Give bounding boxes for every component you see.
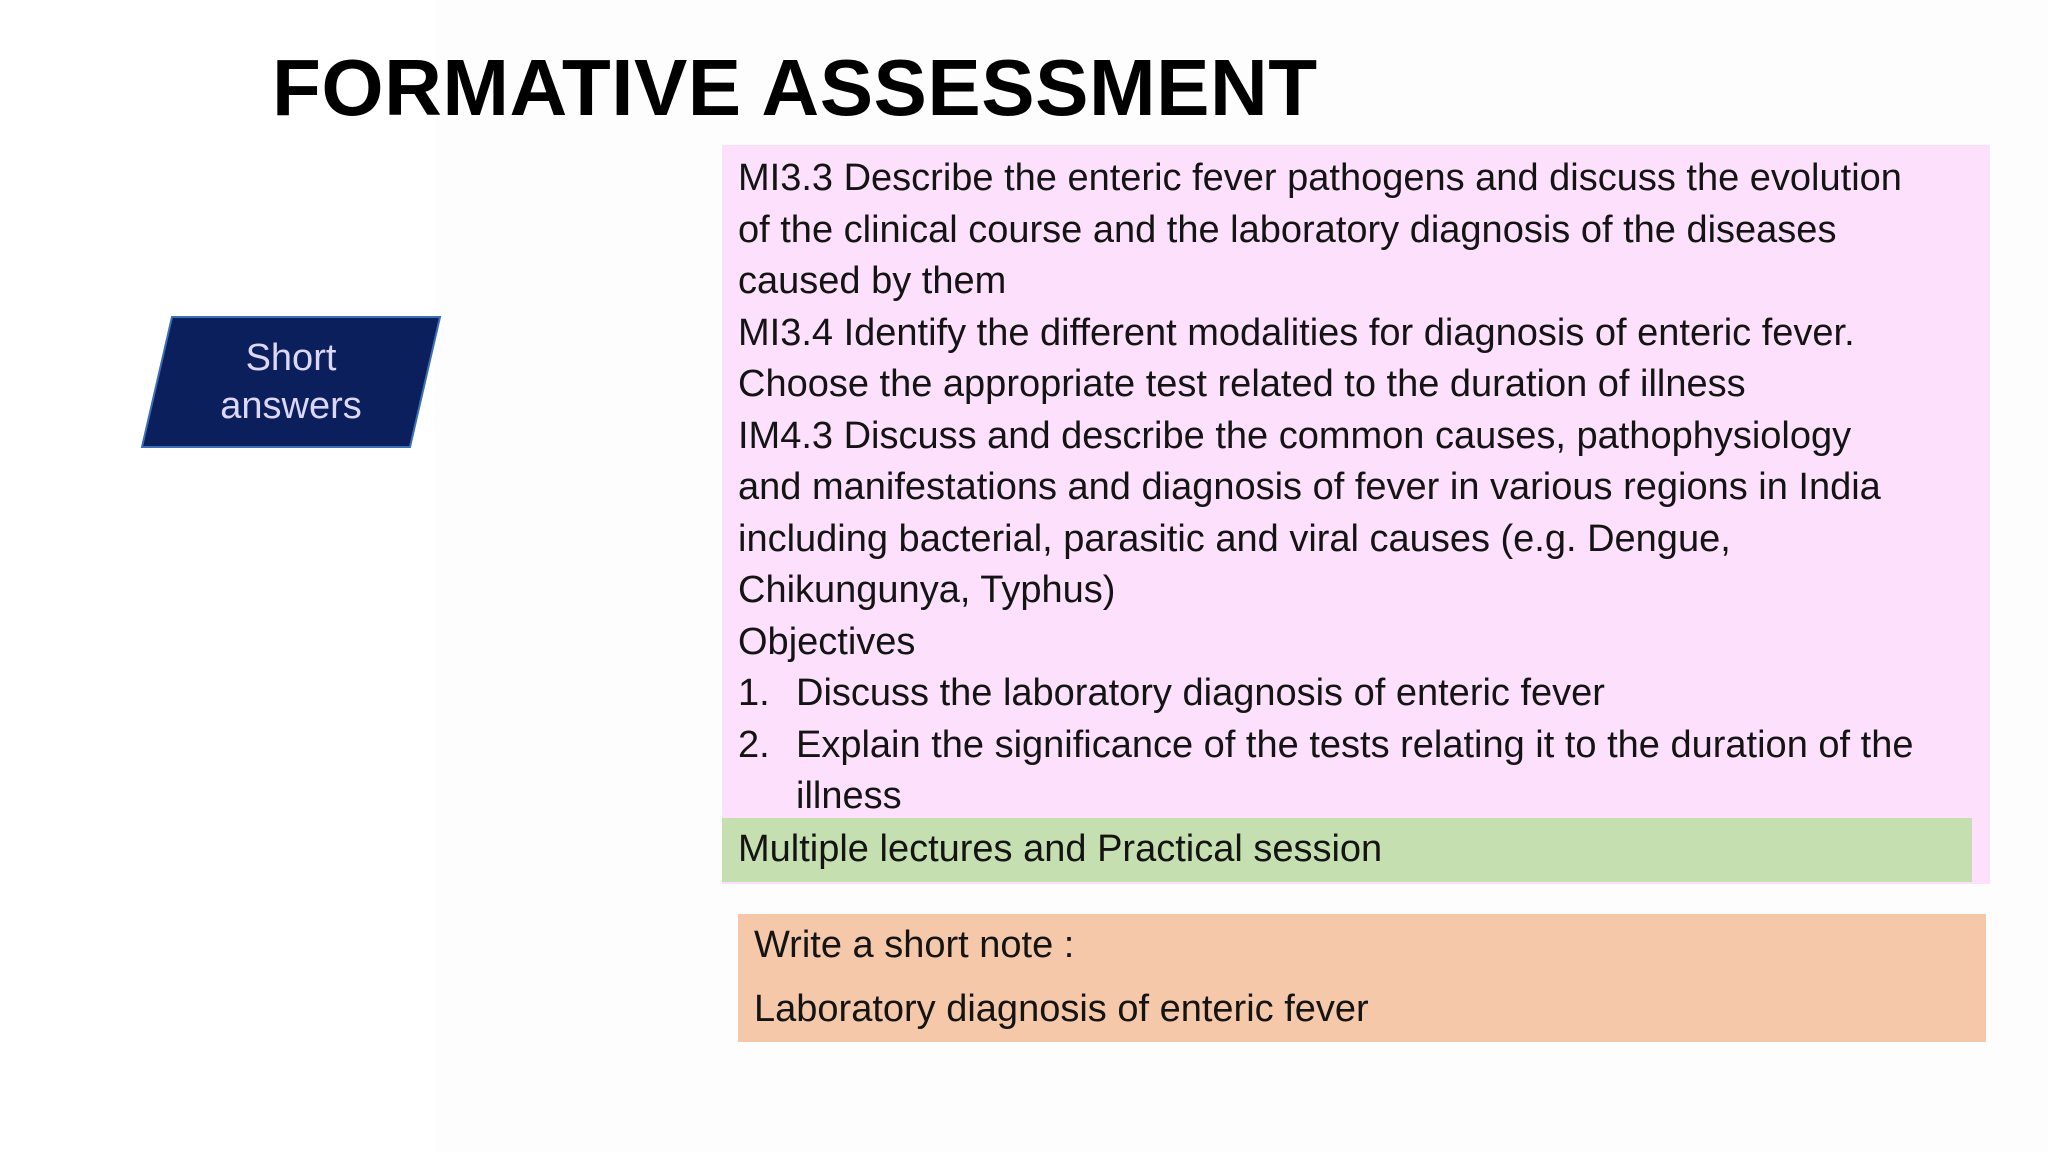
slide-title: FORMATIVE ASSESSMENT [272, 43, 1318, 132]
objective-number: 2. [738, 723, 770, 766]
competency-line: Chikungunya, Typhus) [738, 569, 1116, 611]
assessment-type-badge [140, 315, 442, 449]
competency-line: caused by them [738, 260, 1007, 302]
teaching-method-text: Multiple lectures and Practical session [738, 828, 1383, 870]
competency-line: of the clinical course and the laboratory diagnosis of the diseases [738, 208, 1837, 251]
objective-item [738, 668, 1988, 720]
objective-item [738, 720, 1988, 823]
objective-text: Explain the significance of the tests relating it to the duration of the [796, 723, 1914, 766]
objectives-heading: Objectives [738, 620, 916, 663]
objective-text: illness [796, 775, 902, 817]
objectives-content [738, 153, 1988, 823]
teaching-method-bar [722, 818, 1972, 882]
competency-line: MI3.3 Describe the enteric fever pathogens and discuss the evolution [738, 157, 1902, 199]
competency-line: MI3.4 Identify the different modalities for diagnosis of enteric fever. [738, 311, 1855, 354]
objectives-box [722, 145, 1990, 884]
assessment-type-label: Short answers [220, 337, 362, 427]
objective-number: 1. [738, 672, 770, 714]
competency-line: including bacterial, parasitic and viral causes (e.g. Dengue, [738, 517, 1731, 560]
question-topic: Laboratory diagnosis of enteric fever [754, 988, 1369, 1030]
question-box [738, 914, 1986, 1042]
competency-line: IM4.3 Discuss and describe the common causes, pathophysiology [738, 414, 1852, 457]
objective-text: Discuss the laboratory diagnosis of enteric fever [796, 672, 1605, 714]
objectives-list [738, 668, 1988, 823]
competency-line: Choose the appropriate test related to the duration of illness [738, 363, 1746, 405]
competency-line: and manifestations and diagnosis of fever in various regions in India [738, 466, 1881, 508]
question-prompt: Write a short note : [754, 924, 1075, 966]
